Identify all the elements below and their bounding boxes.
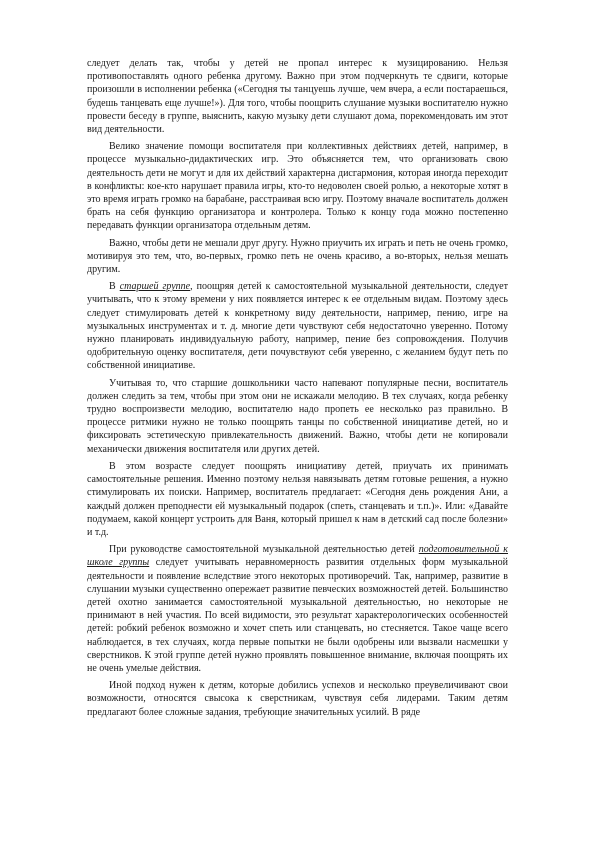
paragraph-text: Иной подход нужен к детям, которые добились успехов и несколько преувеличивают свои возможности, относятся свысока к сверстникам, чувствуя себя лидерами. Таким детям предлагают более сложные задания, требующие значительных усилий. В ряде xyxy=(87,680,508,718)
paragraph-7 xyxy=(87,543,508,675)
paragraph-6 xyxy=(87,460,508,539)
paragraph-text: следует делать так, чтобы у детей не пропал интерес к музицированию. Нельзя противопоставлять одного ребенка другому. Важно при этом подчеркнуть те сдвиги, которые произошли в исполнении ребенка («Сегодня ты танцуешь лучше, чем вчера, а если постараешься, будешь танцевать еще лучше!»). Для того, чтобы поощрить слушание музыки воспитателю нужно провести беседу в группе, выяснить, какую музыку дети слушают дома, порекомендовать им этот вид деятельности. xyxy=(87,58,508,136)
paragraph-text: Велико значение помощи воспитателя при коллективных действиях детей, например, в процессе музыкально-дидактических игр. Это объясняется тем, что организовать свою деятельность дети не могут и для их действий характерна дисгармония, которая иногда переходит в конфликты: кое-кто нарушает правила игры, кто-то недоволен своей ролью, а некоторые хотят в это время играть громко на барабане, расстраивая всю игру. Поэтому вначале воспитатель должен брать на себя функцию организатора и контролера. Только к концу года можно постепенно передавать функции организатора отдельным детям. xyxy=(87,141,508,232)
paragraph-2 xyxy=(87,140,508,232)
paragraph-text: В этом возрасте следует поощрять инициативу детей, приучать их принимать самостоятельные решения. Именно поэтому нельзя навязывать детям готовые решения, а нужно стимулировать их поиски. Например, воспитатель предлагает: «Сегодня день рождения Ани, а каждый должен преподнести ей музыкальный подарок (спеть, станцевать и т.п.)». Или: «Давайте подумаем, какой концерт устроить для Ваня, который пришел к нам в детский сад после болезни» и т.д. xyxy=(87,460,508,538)
paragraph-text: , поощряя детей к самостоятельной музыкальной деятельности, следует учитывать, что к этому времени у них появляется интерес к ее отдельным видам. Поэтому здесь следует стимулировать детей к конкретному виду деятельности, например, пению, игре на музыкальных инструментах и т. д. многие дети чувствуют себя недостаточно уверенно. Потому нужно планировать индивидуальную работу, например, пение без сопровождения. Получив одобрительную оценку воспитателя, дети почувствуют себя уверенно, с желанием будут петь по собственной инициативе. xyxy=(87,281,508,372)
paragraph-4 xyxy=(87,280,508,372)
paragraph-text: Важно, чтобы дети не мешали друг другу. Нужно приучить их играть и петь не очень громко, мотивируя это тем, что, во-первых, громко петь не очень красиво, а во-вторых, нельзя мешать другим. xyxy=(87,237,508,276)
paragraph-text: Учитывая то, что старшие дошкольники часто напевают популярные песни, воспитатель должен следить за тем, чтобы при этом они не искажали мелодию. В тех случаях, когда ребенку трудно воспроизвести мелодию, воспитателю надо пропеть ее несколько раз правильно. В процессе ритмики нужно не только поощрять танцы по собственной инициативе детей, но и фиксировать эстетическую привлекательность движений. Важно, чтобы дети не копировали механически движения воспитателя или других детей. xyxy=(87,377,508,455)
emphasized-term: старшей группе xyxy=(119,281,191,293)
paragraph-text: следует учитывать неравномерность развития отдельных форм музыкальной деятельности и появление вследствие этого некоторых противоречий. Так, например, развитие в слушании музыки существенно опережает развитие певческих возможностей детей. Большинство детей охотно занимается самостоятельной музыкальной деятельностью, но некоторые не принимают в ней участия. По всей видимости, это результат характерологических особенностей детей: робкий ребенок возможно и хочет спеть или станцевать, но стесняется. Такое чаще всего наблюдается, в тех случаях, когда первые попытки не были одобрены или вызвали насмешки у сверстников. К этой группе детей нужно проявлять повышенное внимание, включая поощрять их не очень умелые действия. xyxy=(87,557,509,674)
paragraph-lead: В xyxy=(109,281,120,293)
paragraph-5 xyxy=(87,377,508,456)
paragraph-3 xyxy=(87,237,508,277)
document-page xyxy=(87,57,508,723)
emphasized-term: подготовительной к школе группы xyxy=(87,544,508,569)
paragraph-lead: При руководстве самостоятельной музыкальной деятельностью детей xyxy=(109,544,419,556)
paragraph-1 xyxy=(87,57,508,136)
paragraph-8 xyxy=(87,679,508,719)
